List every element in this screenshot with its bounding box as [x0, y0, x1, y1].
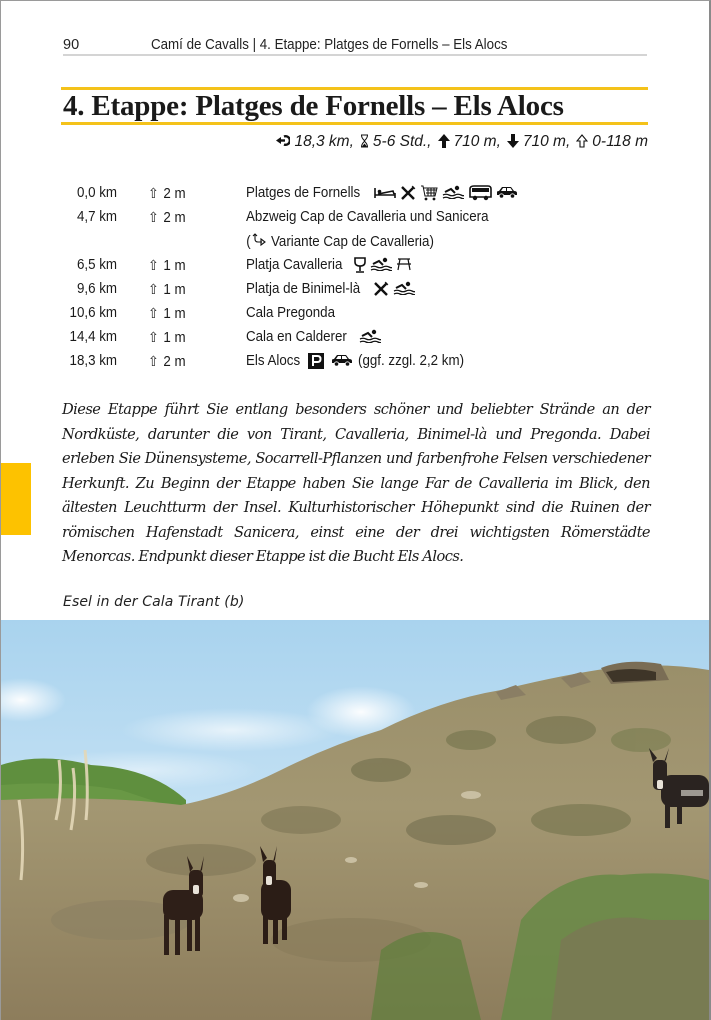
- elevation-icon: ⇧: [148, 209, 159, 225]
- waypoint-place-name: Abzweig Cap de Cavalleria und Sanicera: [246, 209, 489, 225]
- ascent-arrow-icon: [438, 134, 450, 151]
- elevation-icon: ⇧: [148, 353, 159, 369]
- waypoint-place: [246, 281, 415, 297]
- restaurant-icon: [400, 185, 416, 201]
- stat-duration: 5-6 Std.,: [372, 133, 432, 150]
- loop-arrow-icon: [276, 134, 290, 150]
- running-header-title: Camí de Cavalls | 4. Etappe: Platges de Fornells – Els Alocs: [151, 37, 508, 53]
- waypoint-distance: 14,4 km: [69, 329, 117, 345]
- stat-ascent: 710 m,: [453, 133, 501, 150]
- waypoint-place-name: Platja Cavalleria: [246, 257, 343, 273]
- photo-donkeys-hillside: [1, 620, 709, 1020]
- waypoint-elevation-value: 1 m: [163, 258, 186, 274]
- waypoint-distance: 10,6 km: [69, 305, 117, 321]
- stage-intro-text: Diese Etappe führt Sie entlang besonders schöner und beliebter Strände an der Nordküste, darunter die von Tirant, Cavalleria, Binimel-là und Pregonda. Dabei erleben Sie Dünensysteme, Socarrell-Pflanzen und farbenfrohe Felsen verschiedener Herkunft. Zu Beginn der Etappe haben Sie lange Far de Cavalleria im Blick, den ältesten Leuchtturm der Insel. Kulturhistorischer Höhepunkt sind die Ruinen der römischen Hafenstadt Sanicera, einst eine der drei wichtigsten Römerstädte Menorcas. Endpunkt dieser Etappe ist die Bucht Els Alocs.: [62, 401, 650, 565]
- waypoint-note: (ggf. zzgl. 2,2 km): [357, 353, 464, 369]
- waypoint-place-name: Platges de Fornells: [246, 185, 361, 201]
- waypoint-elevation: [148, 257, 186, 274]
- waypoint-place: [246, 233, 438, 251]
- waypoint-row: [60, 279, 620, 303]
- variant-open-paren: (: [246, 234, 251, 250]
- waypoint-place-name: Platja de Binimel-là: [246, 281, 361, 297]
- waypoint-icons: [308, 353, 353, 369]
- photo-caption: Esel in der Cala Tirant (b): [63, 594, 245, 610]
- swimming-icon: [442, 185, 464, 201]
- hourglass-icon: [360, 134, 369, 151]
- swimming-icon: [370, 257, 392, 273]
- waypoint-icons: [374, 185, 518, 201]
- waypoint-elevation: [148, 209, 186, 226]
- waypoint-distance: 9,6 km: [76, 281, 117, 297]
- elevation-icon: [576, 134, 588, 151]
- waypoint-place-name: Els Alocs: [246, 353, 301, 369]
- bar-glass-icon: [354, 257, 366, 273]
- page-number: 90: [63, 37, 80, 53]
- parking-icon: [308, 353, 324, 369]
- bus-icon: [468, 185, 492, 201]
- waypoint-place: [246, 209, 500, 225]
- waypoint-row: [60, 327, 620, 351]
- waypoint-place-name: Variante Cap de Cavalleria): [270, 234, 434, 250]
- picnic-icon: [396, 257, 412, 273]
- car-icon: [496, 185, 518, 201]
- stage-title-block: [61, 87, 648, 125]
- waypoint-icons: [359, 329, 381, 345]
- waypoint-icons: [354, 257, 412, 273]
- stat-descent: 710 m,: [522, 133, 571, 150]
- waypoint-row: [60, 351, 620, 375]
- waypoint-place: [246, 353, 473, 369]
- waypoint-elevation: [148, 353, 186, 370]
- waypoint-distance: 4,7 km: [76, 209, 117, 225]
- waypoint-elevation-value: 2 m: [163, 210, 186, 226]
- shopping-cart-icon: [420, 185, 438, 201]
- swimming-icon: [359, 329, 381, 345]
- waypoint-elevation-value: 1 m: [163, 306, 186, 322]
- waypoint-distance: 18,3 km: [69, 353, 117, 369]
- swimming-icon: [393, 281, 415, 297]
- waypoint-elevation-value: 2 m: [163, 186, 186, 202]
- variant-route-icon: [252, 233, 267, 251]
- waypoint-elevation-value: 1 m: [163, 282, 186, 298]
- waypoint-elevation: [148, 305, 186, 322]
- stage-title: 4. Etappe: Platges de Fornells – Els Alocs: [63, 90, 564, 122]
- waypoint-place: [246, 329, 381, 345]
- waypoint-place: [246, 305, 336, 321]
- waypoint-elevation: [148, 185, 186, 202]
- waypoint-row: [60, 207, 620, 231]
- accommodation-bed-icon: [374, 185, 396, 201]
- chapter-thumb-tab: [0, 463, 31, 535]
- restaurant-icon: [373, 281, 389, 297]
- stat-elevation-range: 0-118 m: [592, 133, 648, 150]
- waypoint-row: [60, 303, 620, 327]
- descent-arrow-icon: [507, 134, 519, 151]
- waypoint-distance: 6,5 km: [76, 257, 117, 273]
- elevation-icon: ⇧: [148, 329, 159, 345]
- waypoint-icons: [373, 281, 415, 297]
- waypoint-elevation-value: 1 m: [163, 330, 186, 346]
- stat-distance: 18,3 km,: [294, 133, 354, 150]
- waypoint-row: [60, 183, 620, 207]
- waypoint-place: [246, 257, 412, 273]
- waypoint-distance: 0,0 km: [76, 185, 117, 201]
- elevation-icon: ⇧: [148, 305, 159, 321]
- waypoint-table: [60, 183, 620, 375]
- elevation-icon: ⇧: [148, 185, 159, 201]
- stage-stats: [276, 133, 648, 151]
- waypoint-row-variant: [60, 231, 620, 255]
- elevation-icon: ⇧: [148, 281, 159, 297]
- waypoint-place-name: Cala en Calderer: [246, 329, 347, 345]
- waypoint-place: [246, 185, 518, 201]
- waypoint-place-name: Cala Pregonda: [246, 305, 336, 321]
- waypoint-row: [60, 255, 620, 279]
- waypoint-elevation: [148, 329, 186, 346]
- elevation-icon: ⇧: [148, 257, 159, 273]
- waypoint-elevation: [148, 281, 186, 298]
- car-icon: [331, 353, 353, 369]
- running-header: [63, 36, 647, 56]
- waypoint-elevation-value: 2 m: [163, 354, 186, 370]
